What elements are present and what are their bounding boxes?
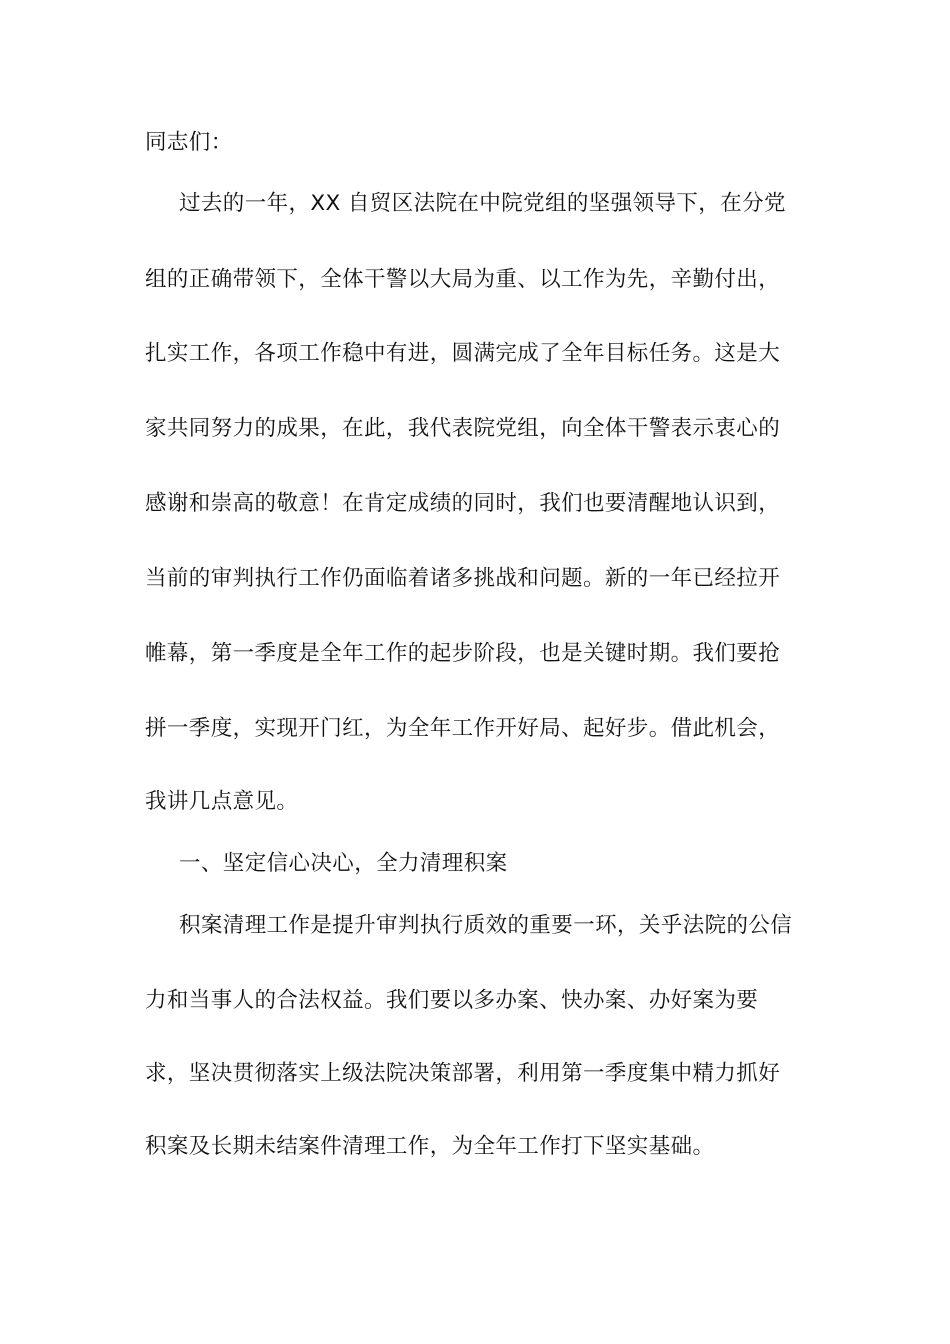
paragraph-line: 积案清理工作是提升审判执行质效的重要一环，关乎法院的公信 <box>179 913 793 938</box>
salutation: 同志们： <box>145 130 233 155</box>
paragraph-line: 家共同努力的成果，在此，我代表院党组，向全体干警表示衷心的 <box>145 416 781 441</box>
paragraph-line: 感谢和崇高的敬意！在肯定成绩的同时，我们也要清醒地认识到， <box>145 491 781 516</box>
paragraph-line: 力和当事人的合法权益。我们要以多办案、快办案、办好案为要 <box>145 988 759 1013</box>
paragraph-line: 拼一季度，实现开门红，为全年工作开好局、起好步。借此机会， <box>145 716 781 741</box>
paragraph-line: 帷幕，第一季度是全年工作的起步阶段，也是关键时期。我们要抢 <box>145 641 781 666</box>
paragraph-line: 扎实工作，各项工作稳中有进，圆满完成了全年目标任务。这是大 <box>145 341 781 366</box>
paragraph-line: 组的正确带领下，全体干警以大局为重、以工作为先，辛勤付出， <box>145 267 781 292</box>
paragraph-line: 求，坚决贯彻落实上级法院决策部署，利用第一季度集中精力抓好 <box>145 1061 781 1086</box>
paragraph-line: 当前的审判执行工作仍面临着诸多挑战和问题。新的一年已经拉开 <box>145 566 781 591</box>
section-heading: 一、坚定信心决心，全力清理积案 <box>179 851 508 876</box>
paragraph-line: 积案及长期未结案件清理工作，为全年工作打下坚实基础。 <box>145 1134 715 1159</box>
paragraph-line: 过去的一年，XX 自贸区法院在中院党组的坚强领导下，在分党 <box>179 191 786 216</box>
paragraph-line: 我讲几点意见。 <box>145 789 299 814</box>
